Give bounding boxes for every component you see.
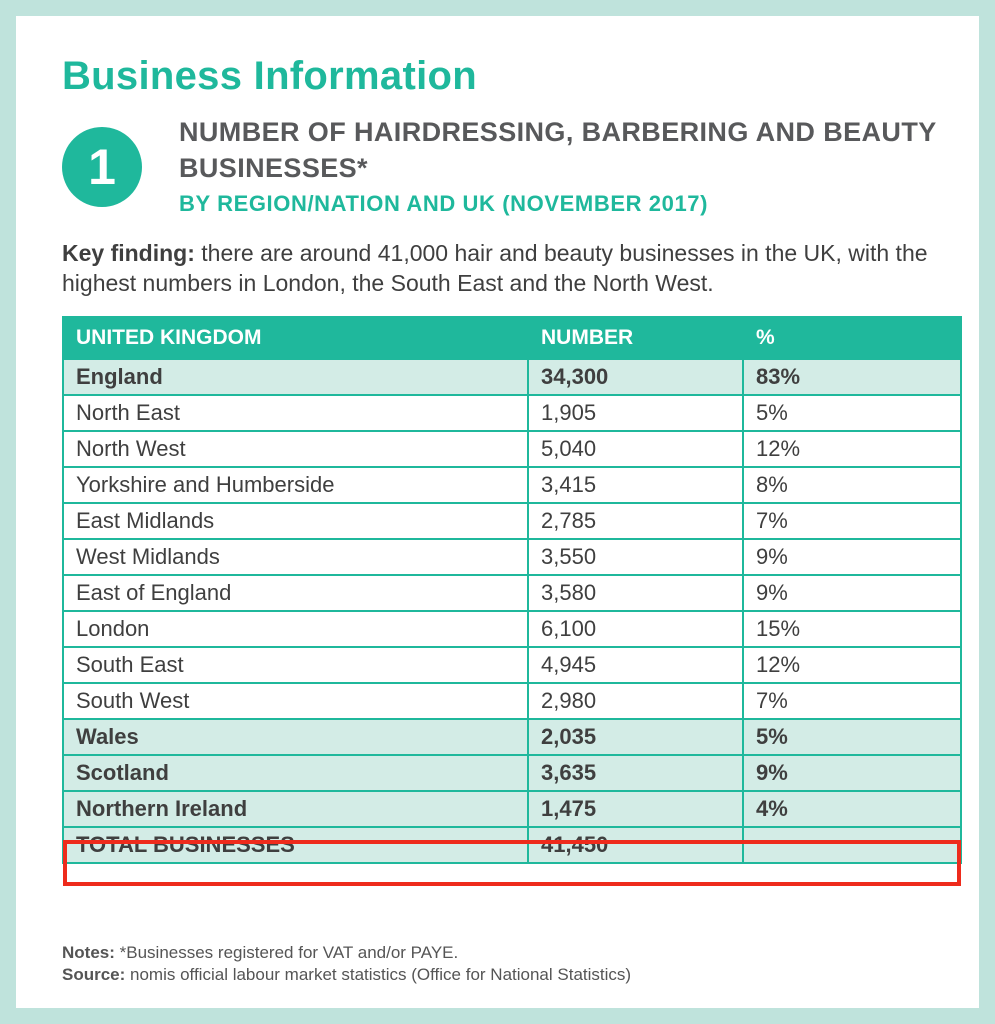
- cell-region: North West: [63, 431, 528, 467]
- cell-number: 2,980: [528, 683, 743, 719]
- key-finding-text: there are around 41,000 hair and beauty businesses in the UK, with the highest numbers in London, the South East and the North West.: [62, 240, 928, 296]
- table-row: [63, 791, 961, 827]
- table-row: [63, 359, 961, 395]
- cell-number: 2,035: [528, 719, 743, 755]
- cell-region: Wales: [63, 719, 528, 755]
- cell-percent: 12%: [743, 431, 961, 467]
- chart-subtitle: BY REGION/NATION AND UK (NOVEMBER 2017): [179, 191, 709, 216]
- cell-region: South East: [63, 647, 528, 683]
- cell-region: West Midlands: [63, 539, 528, 575]
- notes: [62, 942, 631, 986]
- source-line: [62, 964, 631, 986]
- cell-percent: 83%: [743, 359, 961, 395]
- cell-percent: 8%: [743, 467, 961, 503]
- table-row: [63, 683, 961, 719]
- cell-number: 1,905: [528, 395, 743, 431]
- notes-line: [62, 942, 631, 964]
- cell-region: Northern Ireland: [63, 791, 528, 827]
- cell-percent: 7%: [743, 683, 961, 719]
- table-row: [63, 611, 961, 647]
- table-row: [63, 539, 961, 575]
- cell-percent: 7%: [743, 503, 961, 539]
- cell-percent: 5%: [743, 719, 961, 755]
- cell-number: 3,580: [528, 575, 743, 611]
- cell-number: 34,300: [528, 359, 743, 395]
- business-table: [62, 316, 962, 864]
- cell-number: 5,040: [528, 431, 743, 467]
- cell-region: North East: [63, 395, 528, 431]
- cell-percent: 5%: [743, 395, 961, 431]
- chart-title: NUMBER OF HAIRDRESSING, BARBERING AND BEAUTY BUSINESSES*: [179, 117, 937, 183]
- cell-number: 3,635: [528, 755, 743, 791]
- notes-label: Notes:: [62, 943, 115, 962]
- cell-region: TOTAL BUSINESSES: [63, 827, 528, 863]
- table-row: [63, 503, 961, 539]
- page-heading: Business Information: [62, 54, 477, 98]
- table-row: [63, 431, 961, 467]
- table-row: [63, 467, 961, 503]
- cell-percent: [743, 827, 961, 863]
- cell-region: London: [63, 611, 528, 647]
- table-row: [63, 647, 961, 683]
- table-row: [63, 719, 961, 755]
- cell-region: Scotland: [63, 755, 528, 791]
- cell-number: 4,945: [528, 647, 743, 683]
- cell-percent: 4%: [743, 791, 961, 827]
- cell-percent: 9%: [743, 755, 961, 791]
- section-number-badge: 1: [62, 127, 142, 207]
- source-text: nomis official labour market statistics (Office for National Statistics): [125, 965, 632, 984]
- cell-number: 3,415: [528, 467, 743, 503]
- cell-percent: 12%: [743, 647, 961, 683]
- cell-region: England: [63, 359, 528, 395]
- cell-percent: 9%: [743, 575, 961, 611]
- cell-region: East of England: [63, 575, 528, 611]
- column-header-percent: %: [743, 317, 961, 359]
- table-header-row: [63, 317, 961, 359]
- notes-text: *Businesses registered for VAT and/or PAYE.: [114, 943, 459, 962]
- cell-region: East Midlands: [63, 503, 528, 539]
- table-row: [63, 575, 961, 611]
- cell-number: 6,100: [528, 611, 743, 647]
- cell-number: 1,475: [528, 791, 743, 827]
- cell-number: 2,785: [528, 503, 743, 539]
- cell-percent: 9%: [743, 539, 961, 575]
- key-finding: [62, 238, 967, 298]
- table-row: [63, 755, 961, 791]
- key-finding-label: Key finding:: [62, 240, 195, 266]
- cell-number: 41,450: [528, 827, 743, 863]
- cell-region: South West: [63, 683, 528, 719]
- cell-number: 3,550: [528, 539, 743, 575]
- column-header-number: NUMBER: [528, 317, 743, 359]
- column-header-region: UNITED KINGDOM: [63, 317, 528, 359]
- cell-percent: 15%: [743, 611, 961, 647]
- cell-region: Yorkshire and Humberside: [63, 467, 528, 503]
- source-label: Source:: [62, 965, 126, 984]
- table-row: [63, 827, 961, 863]
- table-row: [63, 395, 961, 431]
